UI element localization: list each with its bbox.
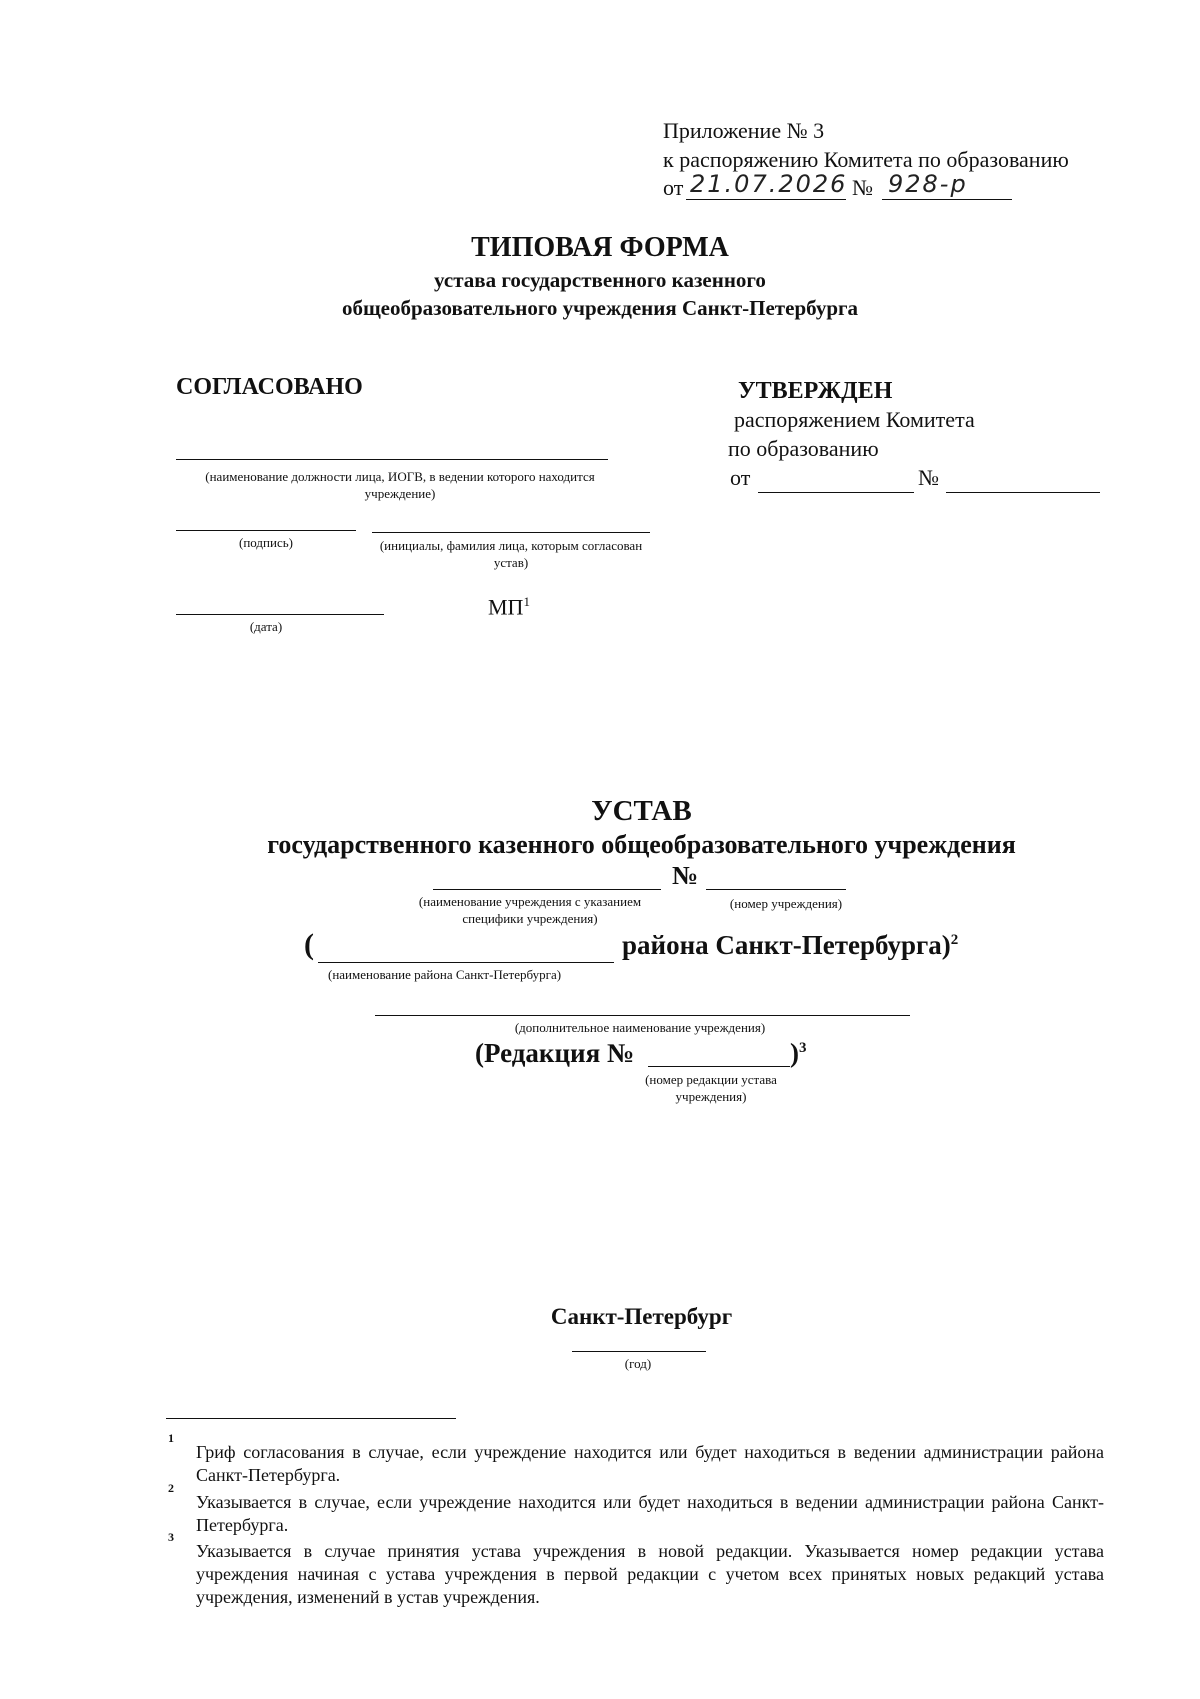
district-caption: (наименование района Санкт-Петербурга): [328, 967, 562, 982]
district-text: [622, 930, 958, 961]
approved-line1: распоряжением Комитета: [734, 407, 975, 432]
agreed-position-line: [176, 459, 608, 460]
stamp-label: МП: [488, 594, 524, 620]
approved-number-label: №: [918, 465, 939, 490]
edition-close-paren: [790, 1038, 807, 1069]
footnote-separator: [166, 1418, 456, 1419]
institution-number-line: [706, 889, 846, 890]
institution-number-caption: (номер учреждения): [729, 896, 843, 911]
charter-subheading: государственного казенного общеобразовательного учреждения: [267, 830, 1016, 859]
number-underline: [882, 199, 1012, 200]
form-subtitle-1: устава государственного казенного: [434, 268, 766, 292]
footnote-2-text: Указывается в случае, если учреждение находится или будет находиться в ведении администрации района Санкт-Петербурга.: [196, 1492, 1104, 1535]
district-open-paren: (: [304, 928, 314, 961]
agreed-date-caption: (дата): [249, 619, 283, 634]
footnote-ref-1: 1: [523, 594, 530, 609]
agreed-signature-line: [176, 530, 356, 531]
additional-name-caption: (дополнительное наименование учреждения): [514, 1020, 766, 1035]
agreed-initials-line: [372, 532, 650, 533]
approved-from-label: от: [730, 465, 751, 490]
attachment-from-prefix: от: [663, 175, 684, 200]
approved-number-line: [946, 492, 1100, 493]
agreed-signature-caption: (подпись): [239, 535, 293, 550]
district-label: района Санкт-Петербурга): [622, 930, 951, 960]
additional-name-line: [375, 1015, 910, 1016]
footnote-2-number: 2: [168, 1481, 174, 1495]
footnote-1-text: Гриф согласования в случае, если учреждение находится или будет находиться в ведении администрации района Санкт-Петербурга.: [196, 1442, 1104, 1485]
footnote-ref-3: 3: [799, 1040, 807, 1056]
edition-prefix: (Редакция №: [475, 1038, 635, 1068]
form-title: ТИПОВАЯ ФОРМА: [471, 232, 729, 263]
agreed-heading: СОГЛАСОВАНО: [176, 374, 363, 400]
footnote-3-number: 3: [168, 1530, 174, 1544]
agreed-position-caption: (наименование должности лица, ИОГВ, в ведении которого находится учреждение): [205, 469, 595, 501]
edition-caption: (номер редакции устава учреждения): [645, 1072, 777, 1104]
date-underline: [686, 199, 846, 200]
attachment-line1: Приложение № 3: [663, 118, 825, 143]
edition-number-line: [648, 1066, 790, 1067]
form-subtitle-2: общеобразовательного учреждения Санкт-Петербурга: [341, 296, 859, 320]
stamp-place: [488, 594, 530, 620]
approved-heading: УТВЕРЖДЕН: [738, 378, 893, 404]
edition-line: [475, 1038, 634, 1069]
agreed-date-line: [176, 614, 384, 615]
year-caption: (год): [624, 1356, 652, 1371]
attachment-number-prefix: №: [852, 175, 873, 200]
district-name-line: [318, 962, 614, 963]
institution-number-sign: №: [672, 861, 699, 890]
institution-name-line: [433, 889, 661, 890]
edition-close: ): [790, 1038, 799, 1068]
handwritten-date: 21.07.2026: [690, 170, 848, 198]
year-line: [572, 1351, 706, 1352]
charter-heading: УСТАВ: [591, 795, 692, 827]
agreed-initials-caption: (инициалы, фамилия лица, которым согласован устав): [379, 538, 643, 570]
approved-date-line: [758, 492, 914, 493]
approved-line2: по образованию: [728, 436, 879, 461]
institution-name-caption: (наименование учреждения с указанием специфики учреждения): [418, 894, 642, 926]
city-label: Санкт-Петербург: [550, 1304, 733, 1329]
footnote-ref-2: 2: [950, 932, 959, 948]
handwritten-number: 928-р: [888, 170, 968, 198]
attachment-line2: к распоряжению Комитета по образованию: [663, 147, 1069, 172]
footnote-3-text: Указывается в случае принятия устава учреждения в новой редакции. Указывается номер редакции устава учреждения начиная с устава учреждения в первой редакции с учетом всех принятых новых редакций устава учреждения, изменений в устав учреждения.: [196, 1541, 1104, 1607]
footnote-1-number: 1: [168, 1431, 174, 1445]
